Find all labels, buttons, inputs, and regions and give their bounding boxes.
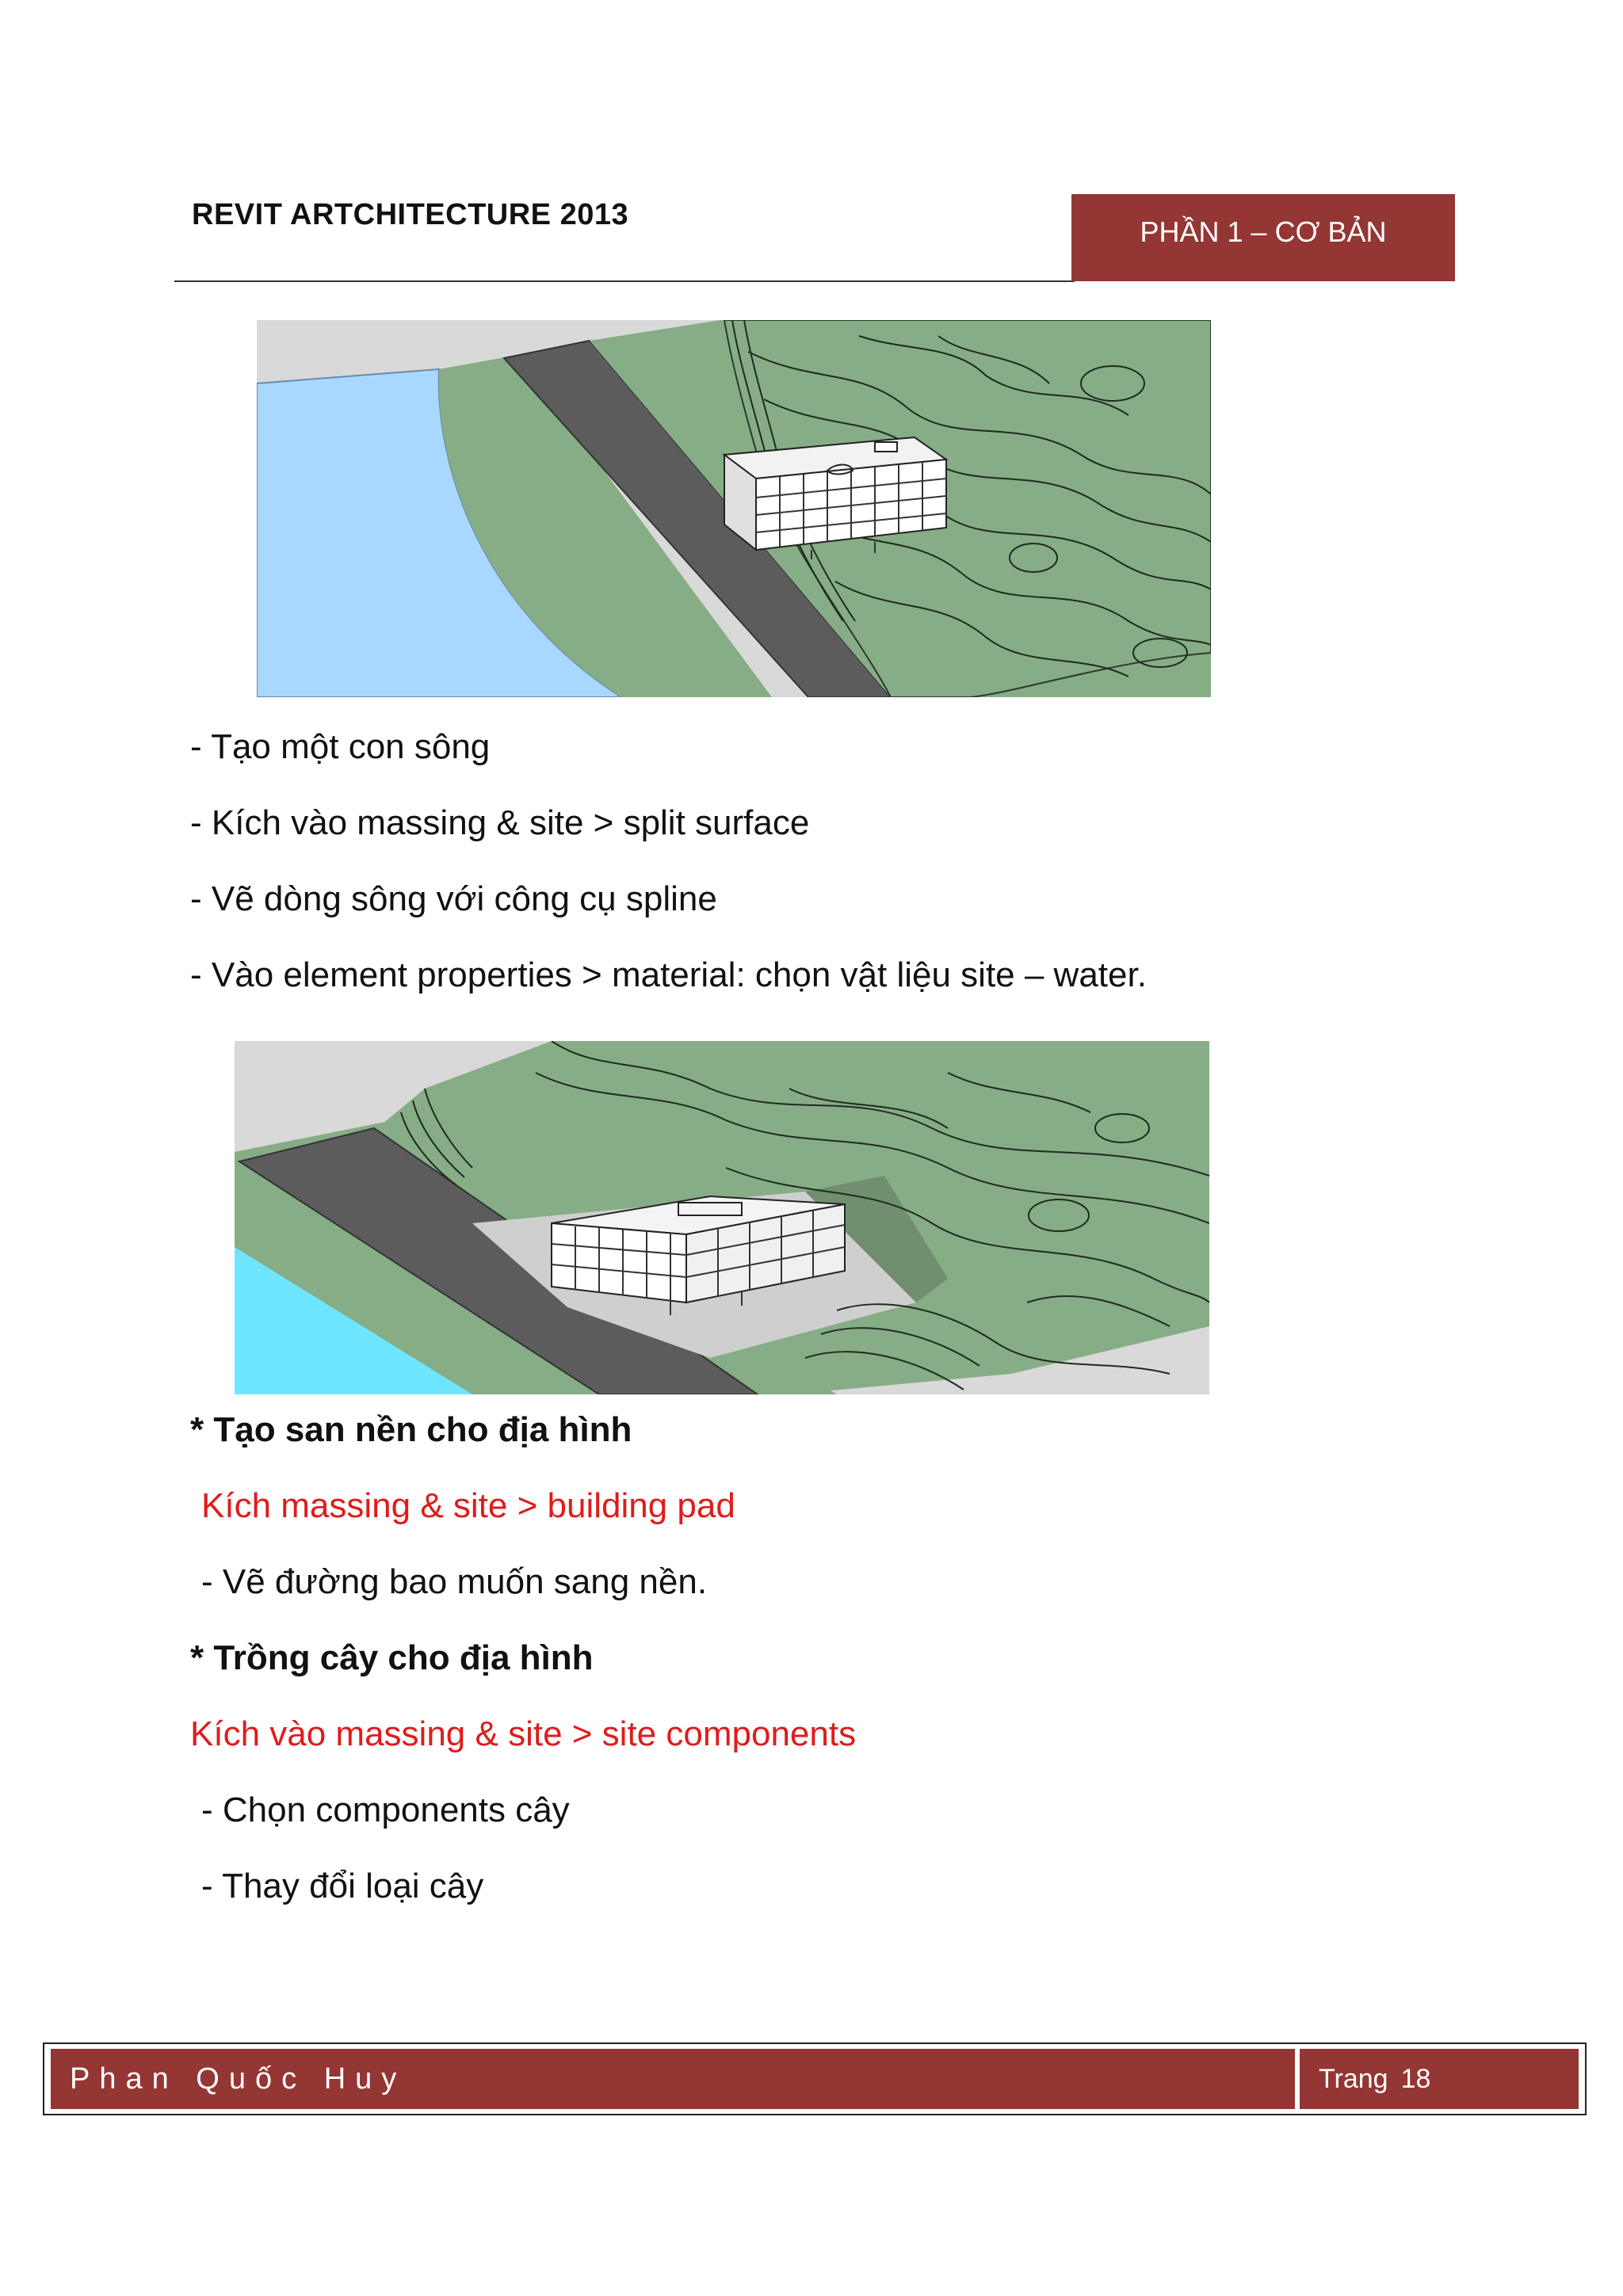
- page-number: 18: [1400, 2063, 1431, 2094]
- author-name: Phan Quốc Huy: [70, 2061, 407, 2096]
- footer-page-bar: [1300, 2049, 1579, 2109]
- section-heading: * Trồng cây cho địa hình: [190, 1638, 594, 1677]
- page-label: Trang: [1319, 2063, 1388, 2094]
- list-item: - Tạo một con sông: [190, 727, 491, 766]
- section-heading: * Tạo san nền cho địa hình: [190, 1410, 632, 1449]
- list-item: - Vẽ dòng sông với công cụ spline: [190, 879, 717, 918]
- figure-river-terrain: [257, 320, 1211, 697]
- figure-building-pad: [235, 1041, 1209, 1394]
- section-badge: [1071, 194, 1455, 281]
- list-item: - Kích vào massing & site > split surface: [190, 803, 810, 842]
- list-item: - Chọn components cây: [201, 1791, 570, 1829]
- figure-river-terrain-image: [257, 320, 1211, 697]
- header-divider: [174, 280, 1075, 282]
- instruction-text: Kích massing & site > building pad: [201, 1486, 735, 1525]
- section-badge-label: PHẦN 1 – CƠ BẢN: [1140, 215, 1387, 248]
- instruction-text: Kích vào massing & site > site components: [190, 1714, 857, 1753]
- list-item: - Thay đổi loại cây: [201, 1867, 484, 1905]
- list-item: - Vẽ đường bao muốn sang nền.: [201, 1562, 708, 1601]
- document-title: REVIT ARTCHITECTURE 2013: [192, 198, 629, 231]
- footer-author-bar: [51, 2049, 1295, 2109]
- list-item: - Vào element properties > material: chọn vật liệu site – water.: [190, 955, 1147, 994]
- figure-building-pad-image: [235, 1041, 1209, 1394]
